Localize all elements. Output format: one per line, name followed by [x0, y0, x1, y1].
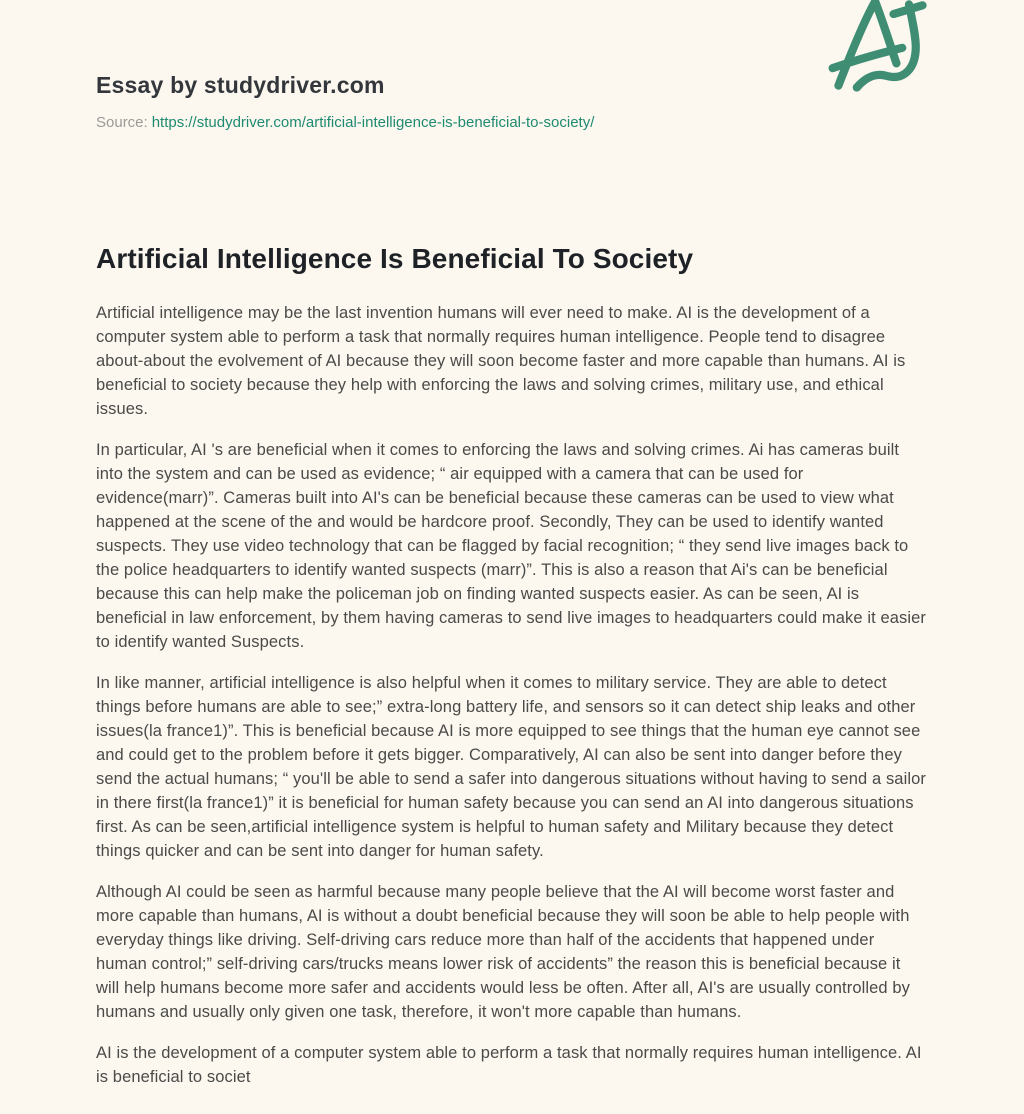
essay-paragraph: In like manner, artificial intelligence is also helpful when it comes to military service. They are able to detect things before humans are able to see;” extra-long battery life, and sensors so it can detect ship leaks and other issues(la france1)”. This is beneficial because AI is more equipped to see things that the human eye cannot see and could get to the problem before it gets bigger. Comparatively, AI can also be sent into danger before they send the actual humans; “ you'll be able to send a safer into dangerous situations without having to send a sailor in there first(la france1)” it is beneficial for human safety because you can send an AI into dangerous situations first. As can be seen,artificial intelligence system is helpful to human safety and Military because they detect things quicker and can be sent into danger for human safety.: [96, 674, 926, 860]
essay-paragraph: Although AI could be seen as harmful because many people believe that the AI will become worst faster and more capable than humans, AI is without a doubt beneficial because they will soon be able to help people with everyday things like driving. Self-driving cars reduce more than half of the accidents that happened under human control;” self-driving cars/trucks means lower risk of accidents” the reason this is beneficial because it will help humans become more safer and accidents would less be often. After all, AI's are usually controlled by humans and usually only given one task, therefore, it won't more capable than humans.: [96, 883, 911, 1021]
a-plus-logo-icon: [822, 0, 938, 102]
essay-body: [96, 301, 928, 1089]
site-title: Essay by studydriver.com: [96, 72, 385, 98]
page-header: [96, 72, 928, 131]
source-label: Source:: [96, 114, 148, 131]
source-url-link[interactable]: https://studydriver.com/artificial-intelligence-is-beneficial-to-society/: [151, 114, 595, 131]
essay-title: Artificial Intelligence Is Beneficial To Society: [96, 243, 694, 274]
essay-paragraph: AI is the development of a computer system able to perform a task that normally requires human intelligence. AI is beneficial to societ: [96, 1044, 922, 1086]
essay-paragraph: In particular, AI 's are beneficial when it comes to enforcing the laws and solving crimes. Ai has cameras built into the system and can be used as evidence; “ air equipped with a camera that can be used for evidence(marr)”. Cameras built into AI's can be beneficial because these cameras can be used to view what happened at the scene of the and would be hardcore proof. Secondly, They can be used to identify wanted suspects. They use video technology that can be flagged by facial recognition; “ they send live images back to the police headquarters to identify wanted suspects (marr)”. This is also a reason that Ai's can be beneficial because this can help make the policeman job on finding wanted suspects easier. As can be seen, AI is beneficial in law enforcement, by them having cameras to send live images to headquarters could make it easier to identify wanted Suspects.: [96, 441, 927, 651]
essay-page: [96, 0, 928, 1089]
essay-paragraph: Artificial intelligence may be the last invention humans will ever need to make. AI is the development of a computer system able to perform a task that normally requires human intelligence. People tend to disagree about-about the evolvement of AI because they will soon become faster and more capable than humans. AI is beneficial to society because they help with enforcing the laws and solving crimes, military use, and ethical issues.: [96, 304, 906, 418]
essay-article: [96, 243, 928, 1089]
source-line: [96, 114, 928, 131]
